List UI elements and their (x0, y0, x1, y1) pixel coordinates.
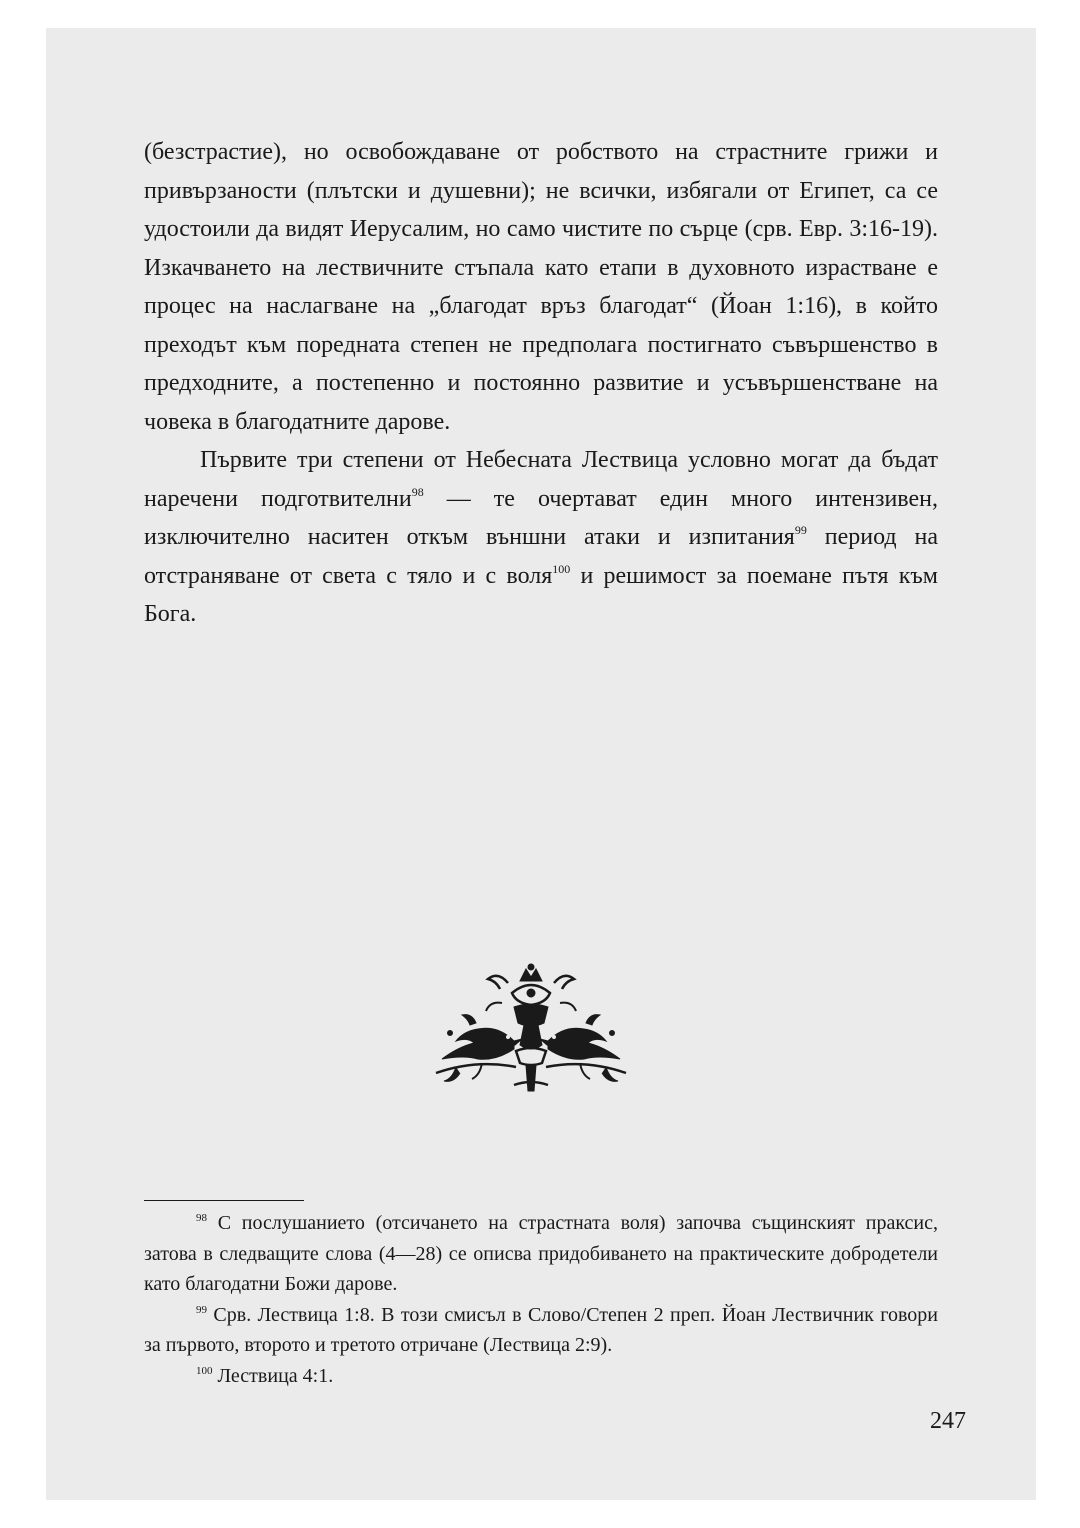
footnote-text: Лествица 4:1. (217, 1364, 334, 1387)
floral-vignette-icon (416, 963, 646, 1093)
footnote-number: 99 (196, 1303, 207, 1316)
footnote-99 (144, 1300, 938, 1361)
footnote-100 (144, 1361, 938, 1392)
footnote-number: 98 (196, 1212, 207, 1224)
page-number: 247 (930, 1408, 966, 1434)
footnote-ref-98: 98 (411, 484, 424, 499)
footnote-ref-100: 100 (552, 561, 571, 576)
footnote-ref-99: 99 (794, 523, 807, 537)
footnote-text: С послушанието (отсичането на страстната воля) започва същинският праксис, затова в следващите слова (4—28) се описва придобиването на практическите добродетели като благодатни Божи дарове. (144, 1212, 939, 1295)
footnote-text: Срв. Лествица 1:8. В този смисъл в Слово/Степен 2 преп. Йоан Лествичник говори за първото, второто и третото отричане (Лествица 2:9). (144, 1303, 938, 1356)
paragraph-2-part-2: — те очертават един много интензивен, изключително наситен откъм външни атаки и изпитания (144, 485, 938, 550)
paragraph-2-part-3: период на отстраняване от света с тяло и с воля (144, 524, 938, 589)
paragraph-2-part-1: Първите три степени от Небесната Лествица условно могат да бъдат наречени подготвителни (144, 447, 938, 512)
paragraph-2 (144, 441, 938, 634)
footnote-separator (144, 1200, 304, 1201)
paragraph-2-part-4: и решимост за поемане пътя към Бога. (144, 562, 938, 627)
paragraph-1: (безстрастие), но освобождаване от робството на страстните грижи и привързаности (плътски и душевни); не всички, избягали от Египет, са се удостоили да видят Иерусалим, но само чистите по сърце (срв. Евр. 3:16-19). Изкачването на лествичните стъпала като етапи в духовното израстване е процес на наслагване на „благодат връз благодат“ (Йоан 1:16), в който преходът към поредната степен не предполага постигнато съвършенство в предходните, а постепенно и постоянно развитие и усъвършенстване на човека в благодатните дарове. (144, 139, 938, 435)
footnotes (144, 1208, 938, 1391)
footnote-number: 100 (196, 1364, 213, 1377)
main-text (144, 133, 938, 634)
footnote-98 (144, 1208, 938, 1300)
book-page (46, 28, 1036, 1500)
